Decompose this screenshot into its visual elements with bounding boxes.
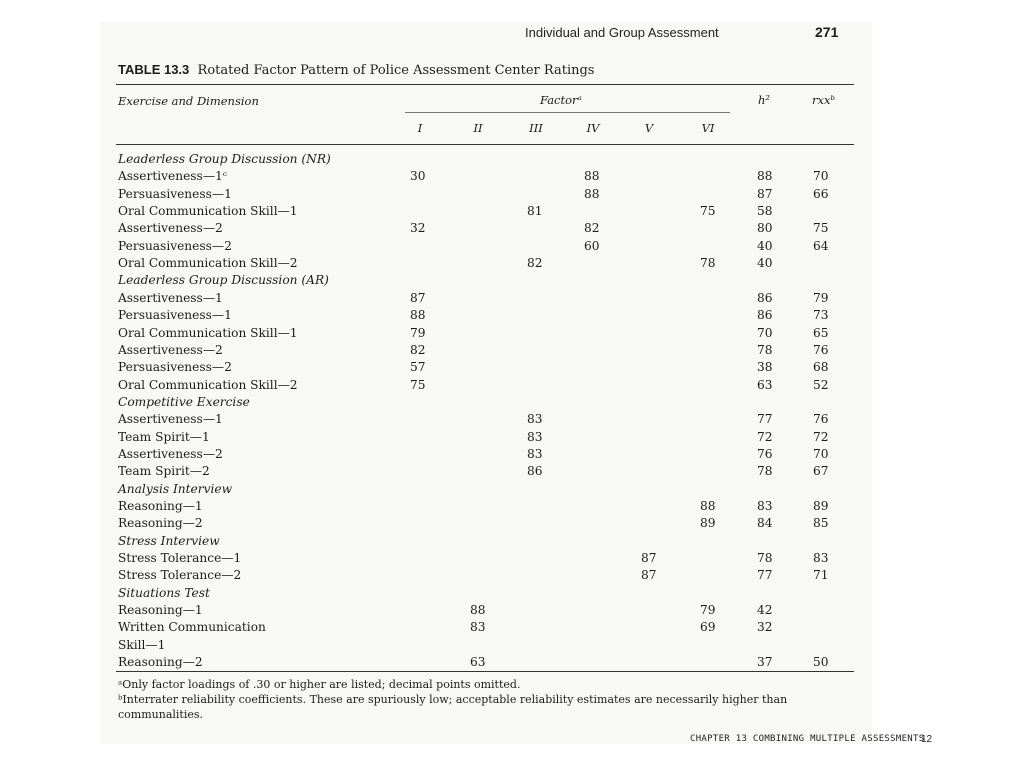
- dimension-name: Assertiveness—1: [118, 412, 223, 427]
- cell-rxx: 70: [813, 446, 829, 461]
- cell-factor-3: 86: [527, 464, 543, 479]
- factor-label-6: VI: [701, 121, 715, 135]
- col-header-exercise: Exercise and Dimension: [118, 94, 259, 108]
- dimension-name: Reasoning—1: [118, 603, 203, 618]
- table-row: [118, 187, 858, 204]
- cell-factor-6: 79: [700, 603, 716, 618]
- cell-factor-5: 87: [641, 551, 657, 566]
- cell-factor-6: 88: [700, 499, 716, 513]
- cell-factor-1: 75: [410, 377, 426, 392]
- section-name: Situations Test: [118, 585, 210, 600]
- running-head: Individual and Group Assessment: [525, 25, 719, 40]
- cell-h2: 72: [757, 429, 773, 444]
- cell-factor-1: 30: [410, 169, 426, 184]
- dimension-name: Assertiveness—1ᶜ: [118, 169, 227, 184]
- dimension-name: Team Spirit—2: [118, 464, 210, 479]
- table-notes: [118, 677, 838, 722]
- cell-h2: 42: [757, 603, 773, 618]
- section-name: Stress Interview: [118, 533, 220, 548]
- section-name: Analysis Interview: [118, 481, 233, 496]
- section-row: [118, 395, 858, 412]
- cell-rxx: 71: [813, 568, 829, 583]
- cell-factor-6: 89: [700, 516, 716, 531]
- cell-factor-6: 75: [700, 204, 716, 219]
- table-row: [118, 256, 858, 273]
- cell-rxx: 66: [813, 186, 829, 201]
- cell-factor-3: 83: [527, 412, 543, 427]
- cell-rxx: 65: [813, 325, 829, 340]
- cell-factor-1: 79: [410, 325, 426, 340]
- cell-h2: 40: [757, 238, 773, 253]
- table-row: [118, 204, 858, 221]
- table-row: [118, 430, 858, 447]
- table-row: [118, 239, 858, 256]
- cell-h2: 84: [757, 516, 773, 531]
- cell-h2: 76: [757, 446, 773, 461]
- factor-label-4: IV: [586, 121, 600, 135]
- cell-h2: 87: [757, 186, 773, 201]
- cell-rxx: 70: [813, 169, 829, 184]
- cell-factor-1: 32: [410, 221, 426, 236]
- table-row: [118, 169, 858, 186]
- dimension-name: Assertiveness—2: [118, 221, 223, 236]
- cell-factor-2: 88: [470, 603, 486, 618]
- cell-factor-4: 82: [584, 221, 600, 236]
- book-page-number: 271: [815, 24, 839, 40]
- cell-factor-1: 82: [410, 342, 426, 357]
- table-row: [118, 326, 858, 343]
- cell-factor-6: 78: [700, 256, 716, 271]
- cell-h2: 63: [757, 377, 773, 392]
- dimension-name: Oral Communication Skill—2: [118, 377, 298, 392]
- section-row: [118, 482, 858, 499]
- note-a: ᵃOnly factor loadings of .30 or higher are listed; decimal points omitted.: [118, 678, 521, 691]
- table-row: [118, 516, 858, 533]
- section-row: [118, 152, 858, 169]
- cell-h2: 32: [757, 620, 773, 635]
- cell-factor-3: 83: [527, 446, 543, 461]
- table-row: [118, 568, 858, 585]
- col-header-rxx: rxxᵇ: [812, 93, 836, 107]
- cell-h2: 77: [757, 412, 773, 427]
- dimension-name: Oral Communication Skill—1: [118, 204, 298, 219]
- table-row: [118, 655, 858, 672]
- factor-label-5: V: [644, 121, 654, 135]
- factor-label-3: III: [529, 121, 543, 135]
- section-name: Competitive Exercise: [118, 394, 250, 409]
- section-row: [118, 273, 858, 290]
- cell-factor-4: 60: [584, 238, 600, 253]
- col-header-factor: Factorᵃ: [540, 93, 582, 107]
- cell-rxx: 68: [813, 360, 829, 375]
- section-name: Leaderless Group Discussion (NR): [118, 152, 331, 166]
- table-row: [118, 221, 858, 238]
- cell-factor-1: 87: [410, 290, 426, 305]
- cell-factor-2: 83: [470, 620, 486, 635]
- cell-h2: 78: [757, 551, 773, 566]
- cell-rxx: 76: [813, 412, 829, 427]
- dimension-name: Persuasiveness—2: [118, 360, 232, 375]
- table-row: [118, 360, 858, 377]
- dimension-name: Team Spirit—1: [118, 429, 210, 444]
- cell-h2: 40: [757, 256, 773, 271]
- factor-label-2: II: [473, 121, 483, 135]
- cell-factor-5: 87: [641, 568, 657, 583]
- cell-h2: 37: [757, 655, 773, 670]
- cell-h2: 78: [757, 464, 773, 479]
- cell-h2: 86: [757, 308, 773, 323]
- cell-factor-1: 88: [410, 308, 426, 323]
- col-header-h2: h²: [758, 93, 771, 107]
- cell-rxx: 89: [813, 499, 829, 513]
- cell-h2: 88: [757, 169, 773, 184]
- factor-label-1: I: [417, 121, 423, 135]
- cell-h2: 38: [757, 360, 773, 375]
- note-b: ᵇInterrater reliability coefficients. These are spuriously low; acceptable reliability estimates are necessarily higher than communalities.: [118, 693, 788, 721]
- cell-rxx: 64: [813, 238, 829, 253]
- cell-h2: 86: [757, 290, 773, 305]
- dimension-name: Persuasiveness—1: [118, 308, 232, 323]
- factor-header-rule: [405, 112, 730, 113]
- cell-factor-4: 88: [584, 169, 600, 184]
- table-row: [118, 378, 858, 395]
- dimension-name: Stress Tolerance—1: [118, 551, 242, 566]
- dimension-name: Assertiveness—2: [118, 342, 223, 357]
- cell-factor-1: 57: [410, 360, 426, 375]
- cell-factor-6: 69: [700, 620, 716, 635]
- footer-slide-number: 12: [921, 734, 933, 745]
- section-row: [118, 586, 858, 603]
- cell-h2: 70: [757, 325, 773, 340]
- table-row: [118, 603, 858, 620]
- cell-h2: 83: [757, 499, 773, 513]
- cell-factor-4: 88: [584, 186, 600, 201]
- cell-factor-2: 63: [470, 655, 486, 670]
- dimension-name: Stress Tolerance—2: [118, 568, 242, 583]
- cell-h2: 78: [757, 342, 773, 357]
- cell-h2: 80: [757, 221, 773, 236]
- dimension-name: Assertiveness—2: [118, 446, 223, 461]
- table-row: [118, 412, 858, 429]
- table-row: [118, 291, 858, 308]
- cell-factor-3: 81: [527, 204, 543, 219]
- table-row: [118, 638, 858, 655]
- cell-rxx: 85: [813, 516, 829, 531]
- cell-factor-3: 83: [527, 429, 543, 444]
- table-row: [118, 499, 858, 516]
- dimension-name: Oral Communication Skill—2: [118, 256, 298, 271]
- table-row: [118, 447, 858, 464]
- cell-rxx: 79: [813, 290, 829, 305]
- table-row: [118, 308, 858, 325]
- cell-h2: 77: [757, 568, 773, 583]
- dimension-name: Reasoning—1: [118, 499, 203, 513]
- cell-rxx: 52: [813, 377, 829, 392]
- cell-rxx: 75: [813, 221, 829, 236]
- footer-chapter: CHAPTER 13 COMBINING MULTIPLE ASSESSMENTS: [690, 734, 925, 744]
- cell-factor-3: 82: [527, 256, 543, 271]
- table-caption: [118, 62, 594, 78]
- section-name: Leaderless Group Discussion (AR): [118, 273, 329, 288]
- dimension-name: Assertiveness—1: [118, 290, 223, 305]
- section-row: [118, 534, 858, 551]
- table-row: [118, 620, 858, 637]
- cell-rxx: 76: [813, 342, 829, 357]
- table-bottom-rule: [116, 671, 854, 672]
- cell-rxx: 72: [813, 429, 829, 444]
- table-header-rule: [116, 144, 854, 145]
- table-row: [118, 551, 858, 568]
- cell-h2: 58: [757, 204, 773, 219]
- dimension-name: Written Communication: [118, 620, 266, 635]
- dimension-name: Reasoning—2: [118, 655, 203, 670]
- cell-rxx: 83: [813, 551, 829, 566]
- table-top-rule: [116, 84, 854, 85]
- table-row: [118, 464, 858, 481]
- dimension-name: Persuasiveness—1: [118, 186, 232, 201]
- table-title: Rotated Factor Pattern of Police Assessment Center Ratings: [197, 63, 595, 78]
- dimension-name: Oral Communication Skill—1: [118, 325, 298, 340]
- cell-rxx: 73: [813, 308, 829, 323]
- table-row: [118, 343, 858, 360]
- dimension-name: Skill—1: [118, 637, 166, 652]
- table-label: TABLE 13.3: [118, 62, 190, 77]
- dimension-name: Reasoning—2: [118, 516, 203, 531]
- dimension-name: Persuasiveness—2: [118, 238, 232, 253]
- cell-rxx: 50: [813, 655, 829, 670]
- cell-rxx: 67: [813, 464, 829, 479]
